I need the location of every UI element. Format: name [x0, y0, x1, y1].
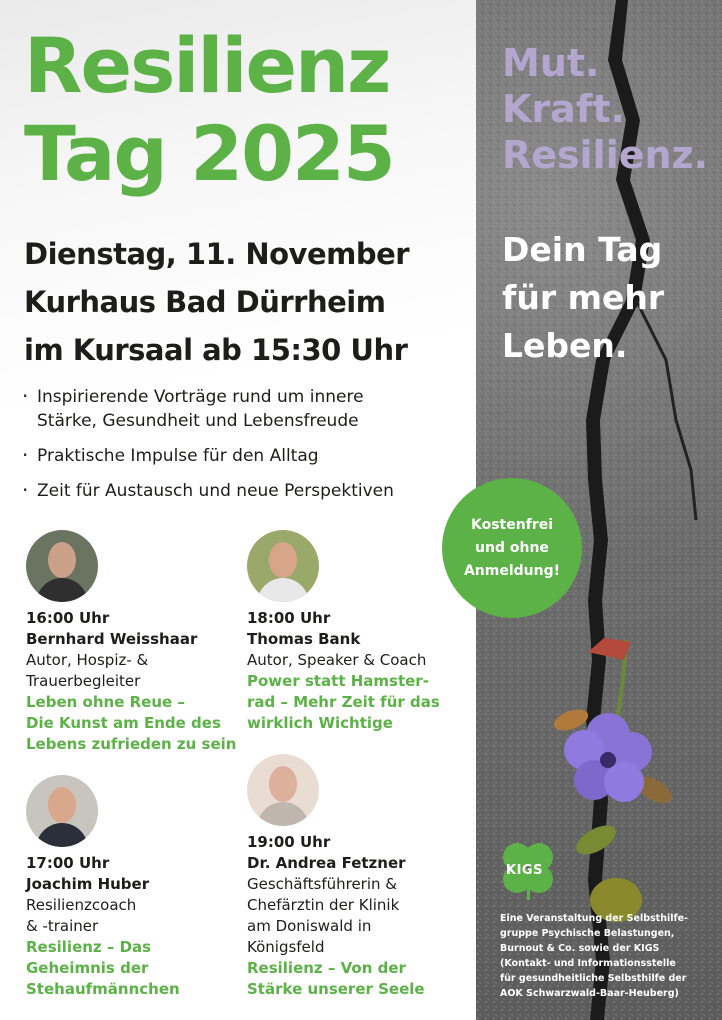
speaker-time: 19:00 Uhr	[247, 833, 331, 851]
event-venue: Kurhaus Bad Dürrheim	[24, 285, 386, 319]
free-admission-badge: Kostenfrei und ohne Anmeldung!	[442, 478, 582, 618]
speaker-topic: Resilienz – Von der Stärke unserer Seele	[247, 959, 425, 998]
speaker-time: 16:00 Uhr	[26, 609, 110, 627]
logo-text: KIGS	[506, 863, 543, 878]
highlight-text: · Praktische Impulse für den Alltag	[37, 446, 319, 466]
highlight-text: · Inspirierende Vorträge rund um innere	[37, 387, 364, 407]
event-title-line-2: Tag 2025	[24, 109, 394, 198]
speaker-card-huber	[26, 775, 236, 1000]
speaker-time: 17:00 Uhr	[26, 854, 110, 872]
event-title-line-1: Resilienz	[24, 21, 390, 110]
speaker-photo-avatar	[247, 530, 319, 602]
event-date: Dienstag, 11. November	[24, 237, 410, 271]
speaker-role: Geschäftsführerin & Chefärztin der Klinik am Doniswald in Königsfeld	[247, 875, 400, 956]
highlight-text: · Zeit für Austausch und neue Perspektiven	[37, 481, 394, 501]
highlight-item	[22, 444, 462, 468]
speaker-topic: Power statt Hamster- rad – Mehr Zeit für das wirklich Wichtige	[247, 672, 440, 732]
speaker-photo-avatar	[247, 754, 319, 826]
speaker-name: Dr. Andrea Fetzner	[247, 854, 406, 872]
speaker-role: Autor, Speaker & Coach	[247, 651, 427, 669]
speaker-time: 18:00 Uhr	[247, 609, 331, 627]
speaker-card-fetzner	[247, 754, 457, 1000]
organizer-note: Eine Veranstaltung der Selbsthilfe- gruppe Psychische Belastungen, Burnout & Co. sowie der KIGS (Kontakt- und Informationsstelle für gesundheitliche Selbsthilfe der AOK Schwarzwald-Baar-Heuberg)	[500, 913, 689, 999]
event-details	[24, 230, 474, 374]
tagline: Dein Tag für mehr Leben.	[502, 230, 665, 365]
highlights-list	[22, 385, 462, 514]
speaker-card-bank	[247, 530, 457, 734]
speaker-role: Resilienzcoach & -trainer	[26, 896, 137, 935]
speaker-name: Thomas Bank	[247, 630, 361, 648]
slogan: Mut. Kraft. Resilienz.	[502, 41, 709, 177]
highlight-item	[22, 385, 462, 433]
speaker-card-weisshaar	[26, 530, 236, 755]
event-room-time: im Kursaal ab 15:30 Uhr	[24, 333, 408, 367]
highlight-item	[22, 479, 462, 503]
speaker-photo-avatar	[26, 775, 98, 847]
speaker-name: Joachim Huber	[26, 875, 150, 893]
speaker-name: Bernhard Weisshaar	[26, 630, 198, 648]
speaker-topic: Leben ohne Reue – Die Kunst am Ende des Lebens zufrieden zu sein	[26, 693, 237, 753]
highlight-text: Stärke, Gesundheit und Lebensfreude	[37, 411, 359, 431]
speaker-photo-avatar	[26, 530, 98, 602]
speaker-role: Autor, Hospiz- & Trauerbegleiter	[26, 651, 149, 690]
event-title	[24, 22, 394, 198]
speaker-topic: Resilienz – Das Geheimnis der Stehaufmännchen	[26, 938, 180, 998]
